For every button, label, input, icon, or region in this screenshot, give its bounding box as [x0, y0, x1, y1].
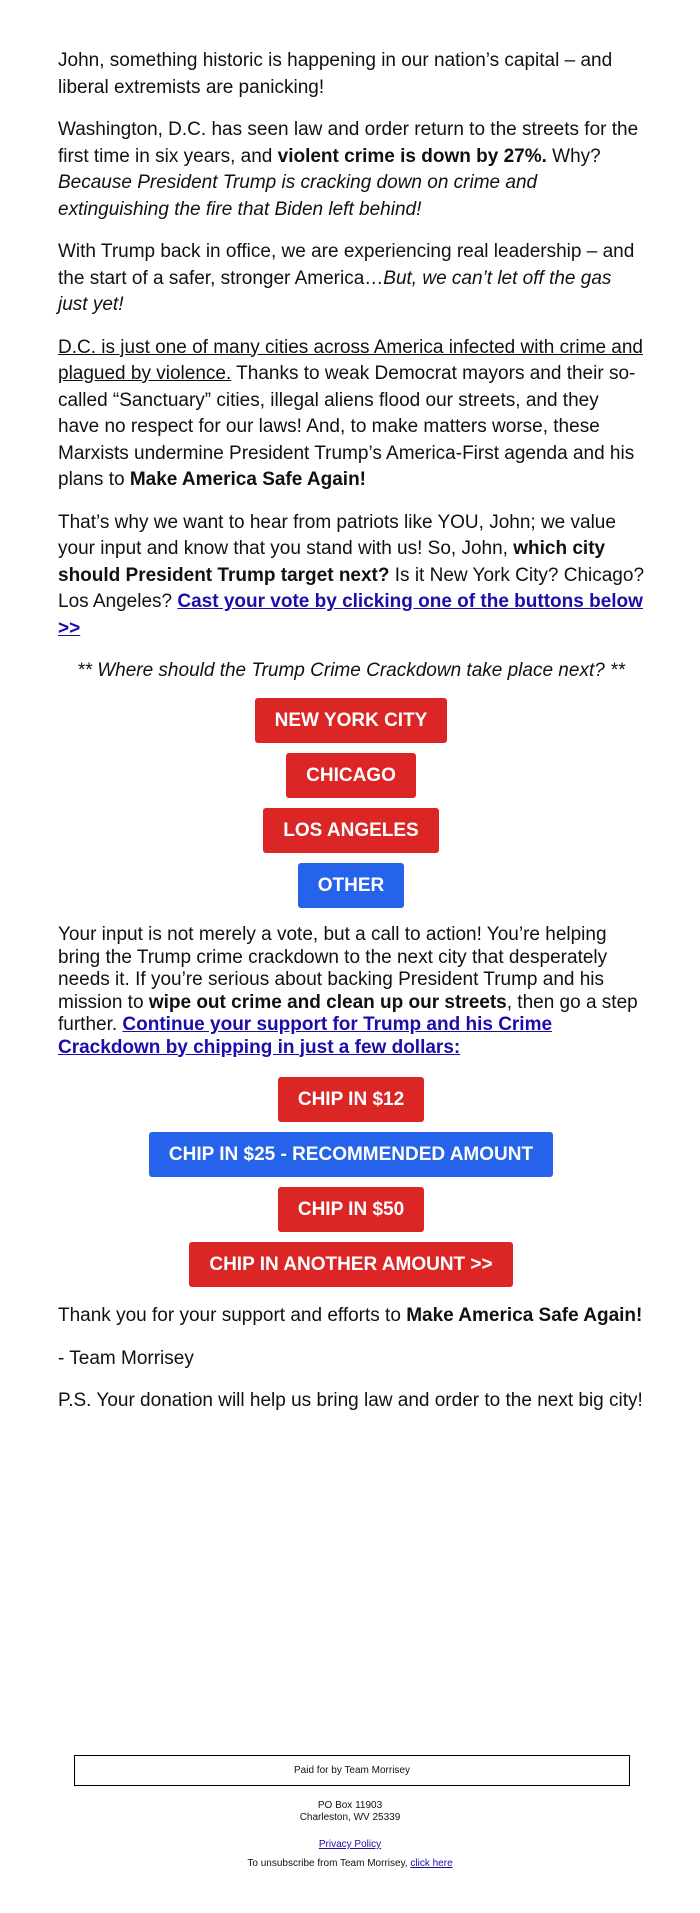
call-to-action-paragraph	[58, 924, 644, 1059]
unsubscribe-row	[0, 1858, 700, 1869]
privacy-row	[0, 1839, 700, 1850]
vote-los-angeles-button[interactable]: LOS ANGELES	[263, 808, 438, 853]
chip-option-row	[58, 1132, 644, 1177]
email-body	[58, 48, 644, 1431]
action-text: Your input is not merely a vote, but a call to action! You’re helping bring the Trump crime crackdown to the next city that desperately needs it. If you’re serious about backing President Trump and his mission to	[58, 924, 608, 1013]
masa-bold: Make America Safe Again!	[129, 469, 367, 490]
step-text: , then go a step further.	[58, 991, 638, 1035]
thank-you-paragraph	[58, 1303, 644, 1330]
cities-text: Thanks to weak Democrat mayors and their so-called “Sanctuary” cities, illegal aliens flood our streets, and they have no respect for our laws! And, to make matters worse, these Marxists undermine President Trump’s America-First agenda and his plans to	[58, 363, 636, 490]
cities-underlined: D.C. is just one of many cities across America infected with crime and plagued by violence.	[58, 336, 644, 384]
why-answer: Because President Trump is cracking down on crime and extinguishing the fire that Biden left behind!	[58, 172, 538, 220]
chip-in-50-button[interactable]: CHIP IN $50	[278, 1187, 424, 1232]
poll-option-row	[58, 863, 644, 908]
gas-text: But, we can’t let off the gas just yet!	[58, 267, 612, 315]
unsubscribe-link[interactable]: click here	[410, 1858, 453, 1869]
chip-option-row	[58, 1187, 644, 1232]
cities-question: Is it New York City? Chicago? Los Angeles?	[58, 564, 645, 612]
target-question: which city should President Trump target next?	[58, 538, 606, 586]
mailing-address	[0, 1800, 700, 1824]
signature: - Team Morrisey	[58, 1347, 194, 1369]
thank-you-text: Thank you for your support and efforts to	[58, 1305, 407, 1326]
chip-in-link[interactable]: Continue your support for Trump and his Crime Crackdown by chipping in just a few dollars:	[58, 1014, 553, 1058]
crime-stat: violent crime is down by 27%.	[277, 145, 547, 167]
dc-crime-text: Washington, D.C. has seen law and order return to the streets for the first time in six years, and	[58, 119, 639, 167]
vote-other-button[interactable]: OTHER	[298, 863, 405, 908]
vote-paragraph	[58, 510, 644, 643]
poll-option-row	[58, 808, 644, 853]
chip-in-other-button[interactable]: CHIP IN ANOTHER AMOUNT >>	[189, 1242, 512, 1287]
chip-option-row	[58, 1242, 644, 1287]
intro-paragraph	[58, 48, 644, 101]
unsubscribe-text: To unsubscribe from Team Morrisey,	[247, 1858, 411, 1869]
leadership-paragraph	[58, 239, 644, 319]
postscript: P.S. Your donation will help us bring law and order to the next big city!	[58, 1390, 643, 1411]
leadership-text: With Trump back in office, we are experiencing real leadership – and the start of a safer, stronger America…	[58, 241, 635, 289]
cast-vote-link[interactable]: Cast your vote by clicking one of the buttons below >>	[58, 591, 643, 639]
why-text: Why?	[546, 145, 601, 167]
vote-text: That’s why we want to hear from patriots like YOU, John; we value your input and know that you stand with us! So, John,	[58, 511, 616, 559]
poll-option-row	[58, 753, 644, 798]
paid-for-box: Paid for by Team Morrisey	[74, 1755, 630, 1786]
intro-text: John, something historic is happening in our nation’s capital – and liberal extremists are panicking!	[58, 50, 613, 98]
vote-chicago-button[interactable]: CHICAGO	[286, 753, 416, 798]
vote-new-york-button[interactable]: NEW YORK CITY	[255, 698, 448, 743]
chip-in-25-button[interactable]: CHIP IN $25 - RECOMMENDED AMOUNT	[149, 1132, 553, 1177]
cities-paragraph	[58, 335, 644, 494]
poll-question: ** Where should the Trump Crime Crackdown take place next? **	[77, 660, 625, 681]
dc-crime-paragraph	[58, 117, 644, 223]
privacy-policy-link[interactable]: Privacy Policy	[318, 1839, 382, 1850]
mission-bold: wipe out crime and clean up our streets	[148, 991, 507, 1013]
masa-closing: Make America Safe Again!	[406, 1305, 643, 1326]
poll-option-row	[58, 698, 644, 743]
chip-in-12-button[interactable]: CHIP IN $12	[278, 1077, 424, 1122]
address-line: PO Box 11903	[317, 1800, 383, 1811]
address-line: Charleston, WV 25339	[299, 1812, 401, 1823]
chip-option-row	[58, 1077, 644, 1122]
